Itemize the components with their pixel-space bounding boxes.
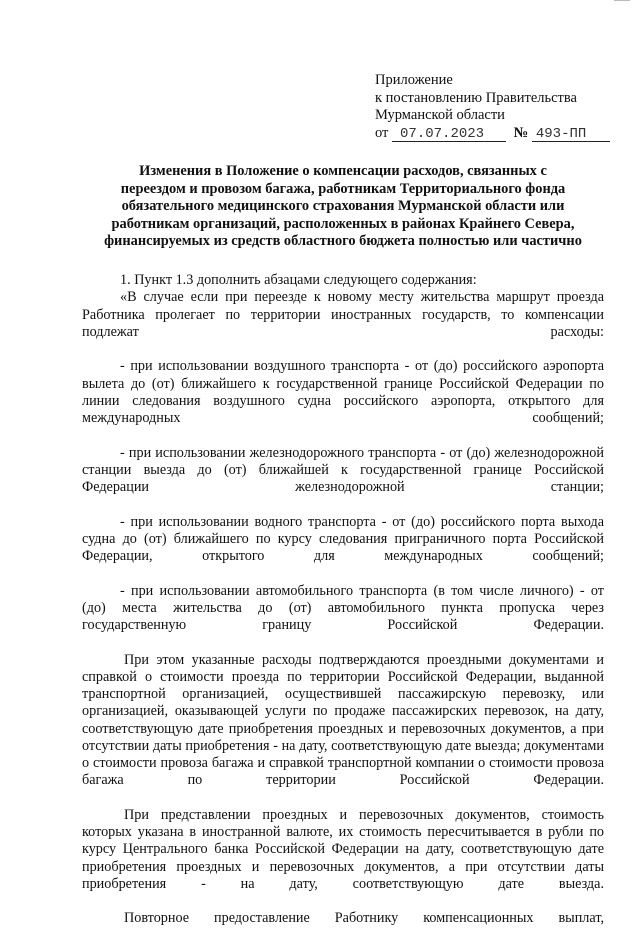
title-line: обязательного медицинского страхования Мурманской области или: [121, 198, 565, 215]
appendix-block: [375, 72, 625, 142]
decree-number: 493-ПП: [532, 127, 610, 142]
number-label: №: [513, 124, 529, 141]
appendix-line-1: Приложение: [375, 72, 453, 88]
paragraph-2: «В случае если при переезде к новому месту жительства маршрут проезда Работника пролегает по территории иностранных государств, то компенсации подлежат расходы:: [82, 289, 604, 340]
paragraph-7: При этом указанные расходы подтверждаются проездными документами и справкой о стоимости проезда по территории Российской Федерации, выданной транспортной организацией, осуществившей пассажирскую перевозку, или организацией, оказывающей услуги по продаже пассажирских перевозок, на дату, соответствующую дате приобретения проездных и перевозочных документов, а при отсутствии даты приобретения - на дату, соответствующую дате выезда; документами о стоимости провоза багажа и справкой транспортной компании о стоимости провоза багажа по территории Российской Федерации.: [82, 651, 604, 789]
paragraph-1: 1. Пункт 1.3 дополнить абзацами следующего содержания:: [120, 272, 477, 288]
decree-date: 07.07.2023: [392, 127, 506, 142]
scan-corner-mark: [614, 0, 630, 1]
paragraph-3: - при использовании воздушного транспорта - от (до) российского аэропорта вылета до (от) ближайшего к государственной границе Российской Федерации по линии следования воздушного судна российского аэропорта, открытого для международных сообщений;: [82, 358, 604, 426]
from-label: от: [375, 124, 389, 141]
paragraph-8: При представлении проездных и перевозочных документов, стоимость которых указана в иностранной валюте, их стоимость пересчитывается в рубли по курсу Центрального банка Российской Федерации на дату, соответствующую дате приобретения проездных и перевозочных документов, а при отсутствии даты приобретения - на дату, соответствующую дате выезда.: [82, 806, 604, 892]
title-line: переездом и провозом багажа, работникам Территориального фонда: [120, 180, 566, 197]
appendix-line-3: Мурманской области: [375, 107, 505, 123]
paragraph-6: - при использовании автомобильного транспорта (в том числе личного) - от (до) места жительства до (от) автомобильного пункта пропуска через государственную границу Российской Федерации.: [82, 582, 604, 633]
paragraph-5: - при использовании водного транспорта - от (до) российского порта выхода судна до (от) ближайшего по курсу следования приграничного порта Российской Федерации, открытого для международных сообщений;: [82, 513, 604, 564]
document-body: [82, 272, 604, 945]
appendix-line-2: к постановлению Правительства: [375, 89, 577, 106]
title-line: Изменения в Положение о компенсации расходов, связанных с: [139, 163, 547, 179]
paragraph-9: Повторное предоставление Работнику компенсационных выплат,: [124, 910, 604, 927]
appendix-date-line: [375, 125, 625, 143]
title-line: работникам организаций, расположенных в районах Крайнего Севера,: [111, 215, 575, 232]
title-line: финансируемых из средств областного бюджета полностью или частично: [104, 233, 582, 250]
paragraph-4: - при использовании железнодорожного транспорта - от (до) железнодорожной станции выезда до (от) ближайшей к государственной границе Российской Федерации железнодорожной станции;: [82, 444, 604, 495]
document-title: [82, 163, 604, 251]
